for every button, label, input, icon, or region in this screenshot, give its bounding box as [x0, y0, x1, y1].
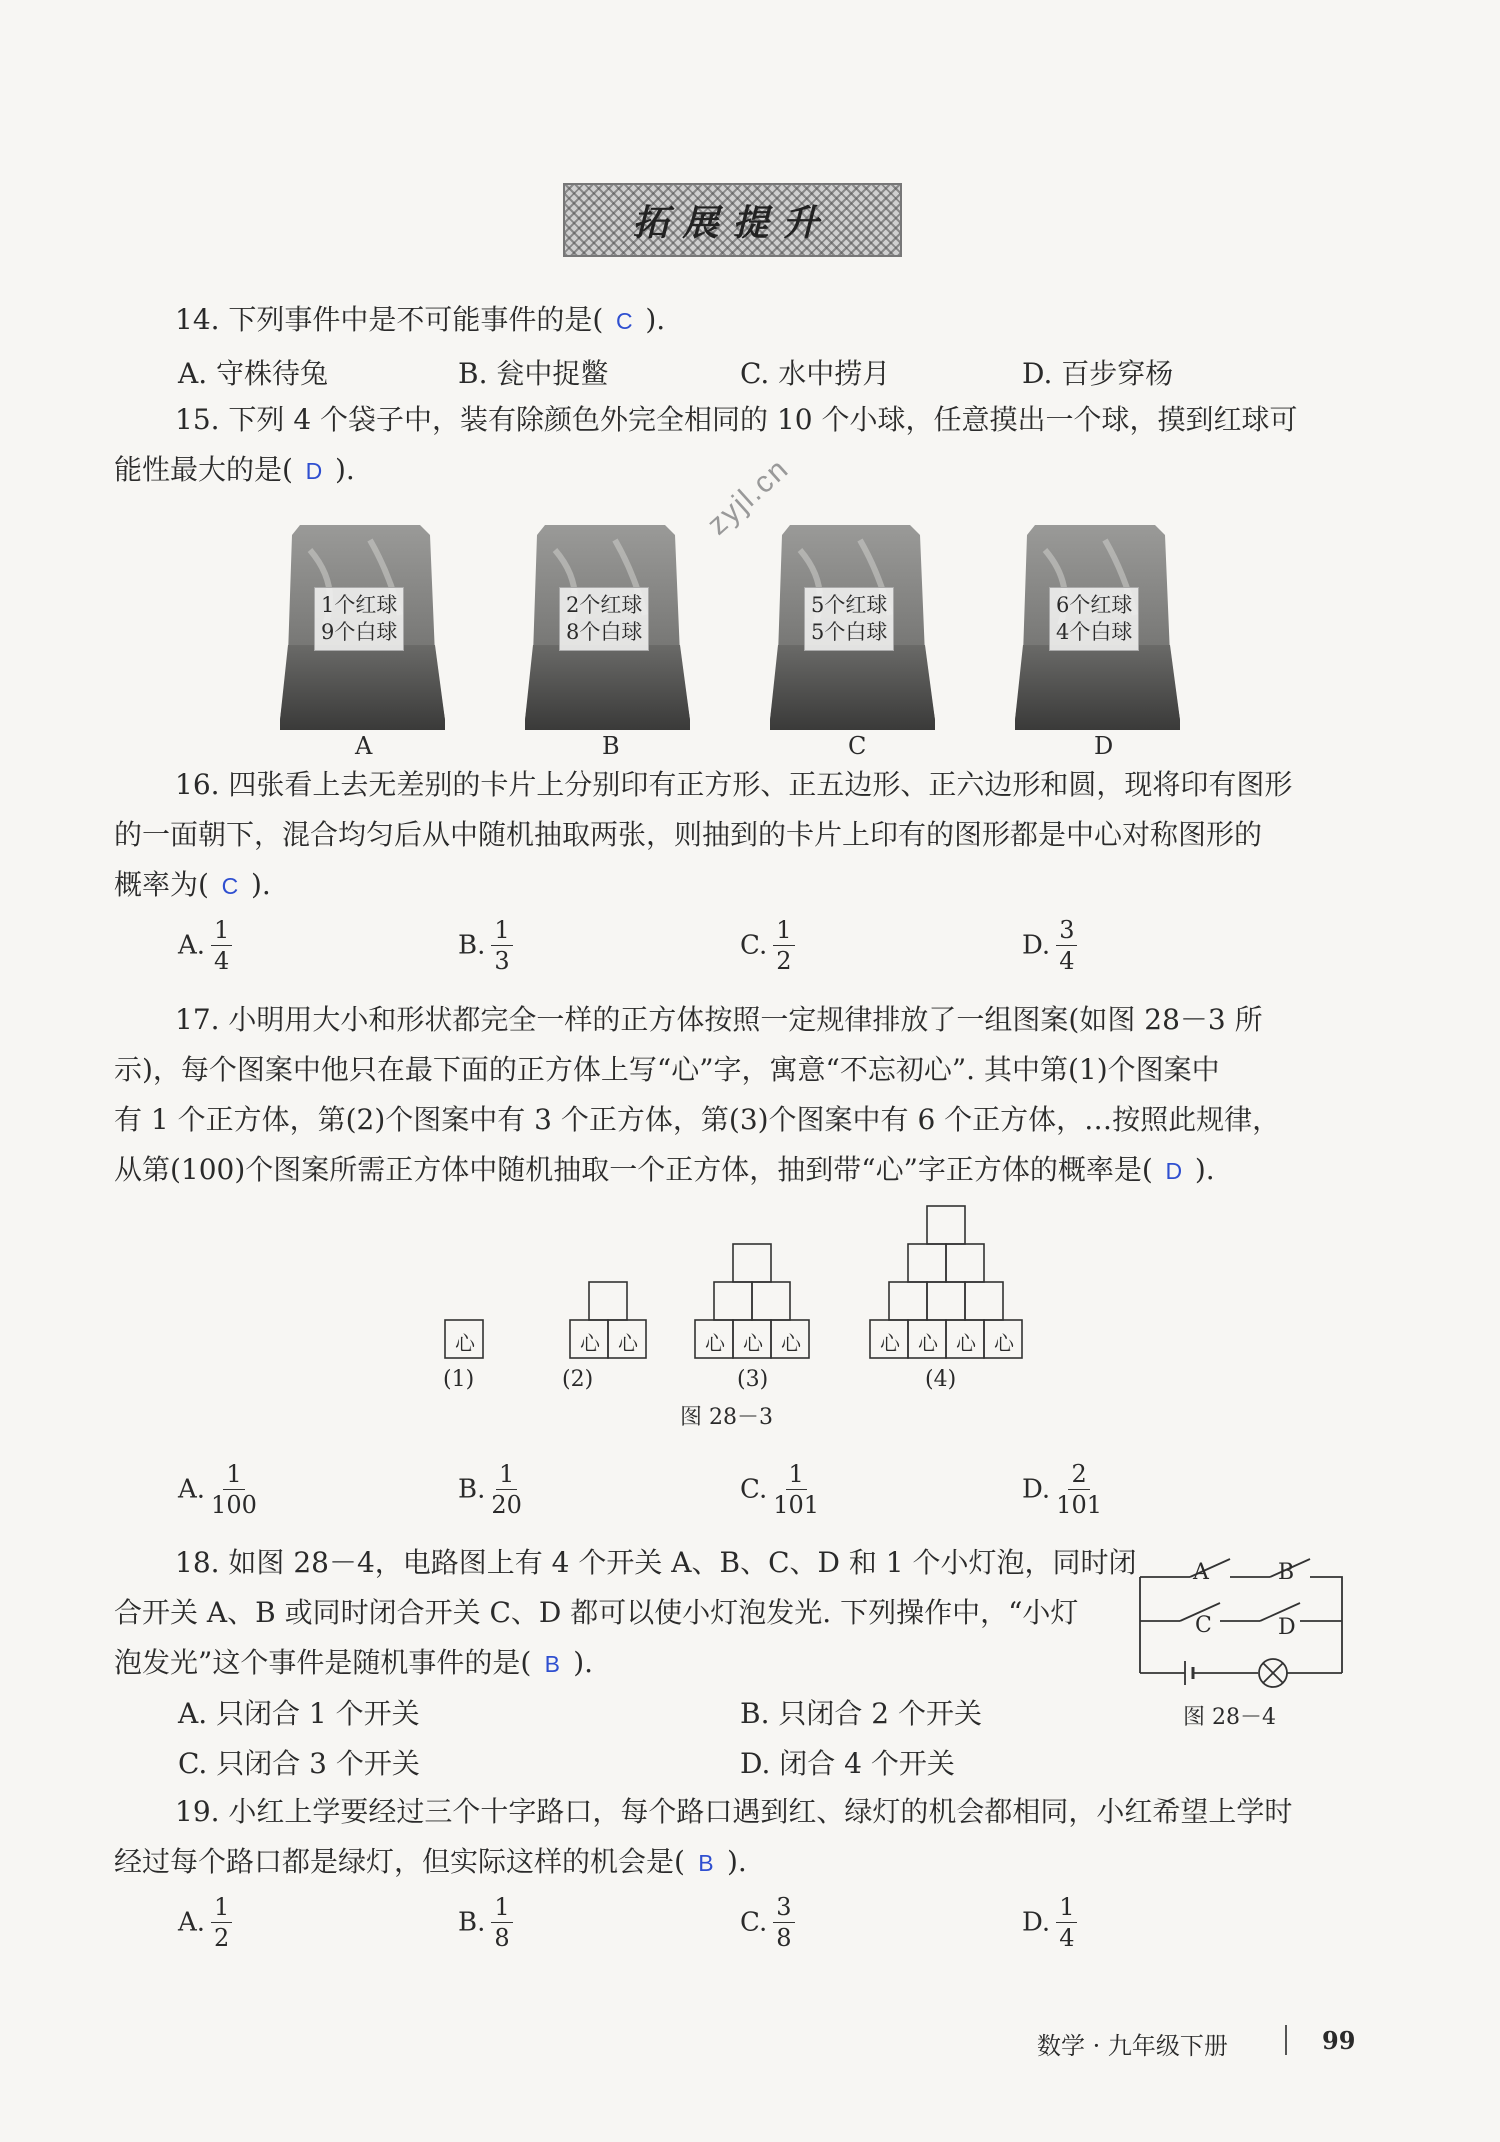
section-title-banner — [563, 183, 902, 257]
q15-stem-line2: 能性最大的是( D ). — [114, 450, 355, 491]
q14-option-b: B. 瓮中捉鳖 — [458, 357, 609, 390]
q18-option-b: B. 只闭合 2 个开关 — [740, 1697, 982, 1730]
q17-cube-labels — [430, 1320, 1050, 1360]
cube-char: 心 — [781, 1331, 801, 1355]
q16-answer: C — [221, 873, 239, 899]
q19-answer: B — [698, 1850, 714, 1876]
bag-b-letter: B — [602, 732, 620, 760]
q14-option-c: C. 水中捞月 — [740, 357, 891, 390]
cube-char: 心 — [455, 1331, 475, 1355]
bag-c-letter: C — [848, 732, 867, 760]
q19-option-c: C. $\frac{3}{8}$ — [740, 1895, 795, 1950]
q14-option-d: D. 百步穿杨 — [1022, 357, 1174, 390]
q16-option-d: D. $\frac{3}{4}$ — [1022, 918, 1077, 973]
q17-answer: D — [1165, 1158, 1183, 1184]
q17-cube-figure — [430, 1195, 1050, 1395]
cube-char: 心 — [918, 1331, 938, 1355]
q18-stem-line2: 合开关 A、B 或同时闭合开关 C、D 都可以使小灯泡发光. 下列操作中，“小灯 — [114, 1596, 1079, 1629]
switch-b-label: B — [1278, 1560, 1295, 1585]
pattern-label-3: (3) — [737, 1367, 769, 1392]
cube-char: 心 — [994, 1331, 1014, 1355]
cube-char: 心 — [580, 1331, 600, 1355]
pattern-label-4: (4) — [925, 1367, 957, 1392]
q16-option-a: A. $\frac{1}{4}$ — [178, 918, 232, 973]
bag-a-letter: A — [355, 732, 373, 760]
bag-a-label: 1个红球 9个白球 — [314, 587, 404, 651]
bag-d-label: 6个红球 4个白球 — [1049, 587, 1139, 651]
fig-28-4-caption: 图 28－4 — [1183, 1705, 1276, 1730]
q19-option-a: A. $\frac{1}{2}$ — [178, 1895, 232, 1950]
switch-c-label: C — [1195, 1613, 1212, 1638]
q15-stem-line1: 15. 下列 4 个袋子中，装有除颜色外完全相同的 10 个小球，任意摸出一个球，摸到红球可 — [175, 403, 1298, 436]
footer-book-title: 数学 · 九年级下册 — [1037, 2032, 1228, 2060]
q19-option-b: B. $\frac{1}{8}$ — [458, 1895, 513, 1950]
q17-option-a: A. $\frac{1}{100}$ — [178, 1460, 257, 1519]
footer-divider — [1285, 2025, 1287, 2055]
cube-char: 心 — [880, 1331, 900, 1355]
fig-28-3-caption: 图 28－3 — [680, 1405, 773, 1430]
q19-stem-line2: 经过每个路口都是绿灯，但实际这样的机会是( B ). — [114, 1842, 747, 1883]
q18-stem-line3: 泡发光”这个事件是随机事件的是( B ). — [114, 1643, 593, 1684]
q14-option-a: A. 守株待兔 — [178, 357, 329, 390]
watermark: zyjl.cn — [701, 451, 796, 542]
q19-stem-line1: 19. 小红上学要经过三个十字路口，每个路口遇到红、绿灯的机会都相同，小红希望上学时 — [175, 1795, 1293, 1828]
pattern-label-1: (1) — [443, 1367, 475, 1392]
q18-option-a: A. 只闭合 1 个开关 — [178, 1697, 420, 1730]
q18-option-c: C. 只闭合 3 个开关 — [178, 1747, 420, 1780]
q16-stem-line1: 16. 四张看上去无差别的卡片上分别印有正方形、正五边形、正六边形和圆，现将印有图形 — [175, 768, 1293, 801]
q17-option-d: D. $\frac{2}{101}$ — [1022, 1460, 1102, 1519]
q19-option-d: D. $\frac{1}{4}$ — [1022, 1895, 1077, 1950]
q17-option-b: B. $\frac{1}{20}$ — [458, 1460, 522, 1519]
cube-char: 心 — [956, 1331, 976, 1355]
bag-c-label: 5个红球 5个白球 — [804, 587, 894, 651]
page-number: 99 — [1322, 2026, 1356, 2055]
q16-option-b: B. $\frac{1}{3}$ — [458, 918, 513, 973]
cube-char: 心 — [705, 1331, 725, 1355]
q17-stem-line1: 17. 小明用大小和形状都完全一样的正方体按照一定规律排放了一组图案(如图 28－3 所 — [175, 1003, 1263, 1036]
cube-char: 心 — [618, 1331, 638, 1355]
q15-answer: D — [305, 458, 323, 484]
bag-d-letter: D — [1094, 732, 1114, 760]
q17-stem-line3: 有 1 个正方体，第(2)个图案中有 3 个正方体，第(3)个图案中有 6 个正方体，…按照此规律， — [114, 1103, 1281, 1136]
switch-d-label: D — [1278, 1615, 1296, 1640]
q18-answer: B — [544, 1651, 560, 1677]
q16-stem-line2: 的一面朝下，混合均匀后从中随机抽取两张，则抽到的卡片上印有的图形都是中心对称图形的 — [114, 818, 1263, 851]
switch-a-label: A — [1193, 1560, 1209, 1585]
circuit-diagram — [1130, 1555, 1355, 1695]
q14-answer: C — [616, 308, 633, 334]
bag-b-label: 2个红球 8个白球 — [559, 587, 649, 651]
q14-stem: 14. 下列事件中是不可能事件的是( C ). — [175, 300, 665, 341]
section-title: 拓展提升 — [632, 201, 833, 244]
q18-option-d: D. 闭合 4 个开关 — [740, 1747, 955, 1780]
q18-stem-line1: 18. 如图 28－4，电路图上有 4 个开关 A、B、C、D 和 1 个小灯泡，同时闭 — [175, 1546, 1137, 1579]
q16-option-c: C. $\frac{1}{2}$ — [740, 918, 795, 973]
q17-stem-line4: 从第(100)个图案所需正方体中随机抽取一个正方体，抽到带“心”字正方体的概率是( D ). — [114, 1150, 1215, 1191]
q16-stem-line3: 概率为( C ). — [114, 865, 271, 906]
q17-option-c: C. $\frac{1}{101}$ — [740, 1460, 820, 1519]
pattern-label-2: (2) — [562, 1367, 594, 1392]
cube-char: 心 — [743, 1331, 763, 1355]
q17-stem-line2: 示)，每个图案中他只在最下面的正方体上写“心”字，寓意“不忘初心”. 其中第(1)个图案中 — [114, 1053, 1220, 1086]
